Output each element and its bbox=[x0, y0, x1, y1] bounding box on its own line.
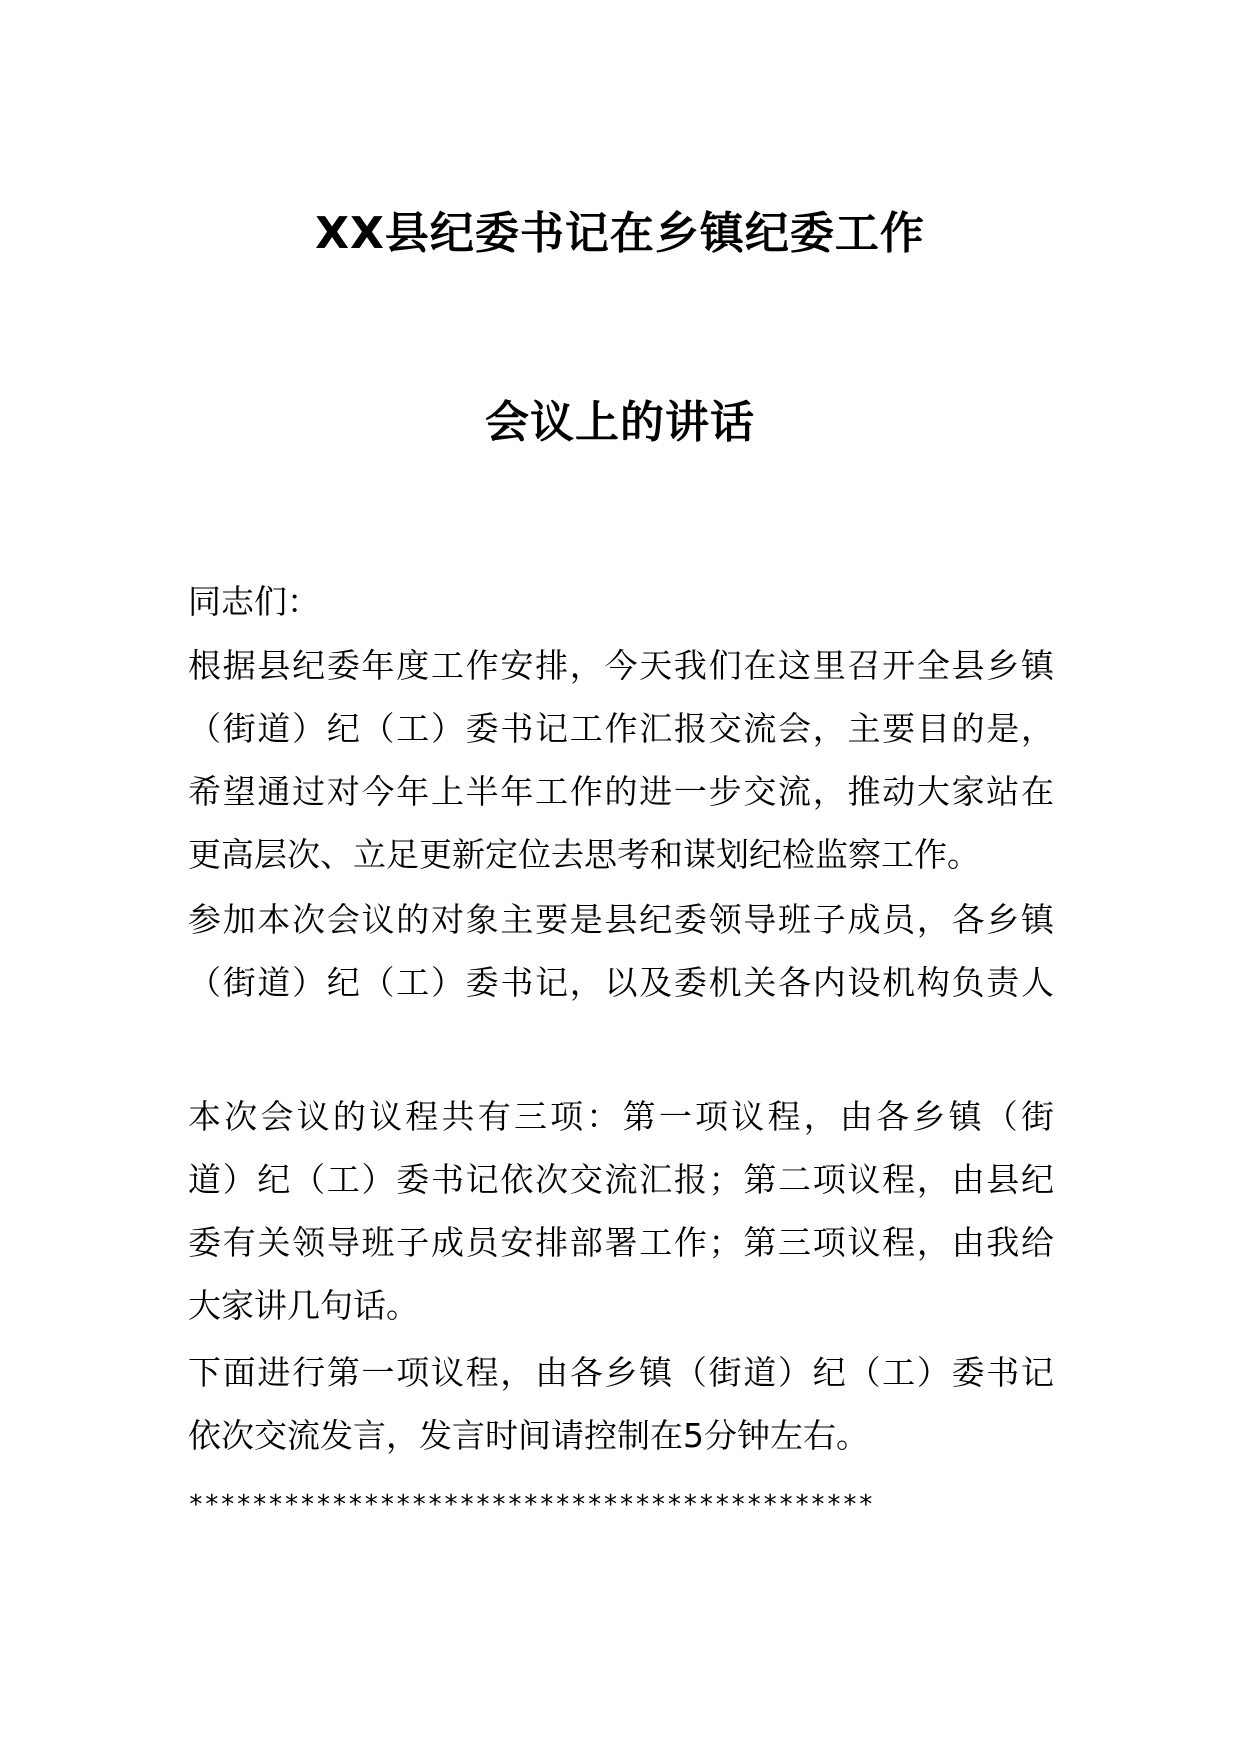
paragraph-4-line-2: 依次交流发言，发言时间请控制在5分钟左右。 bbox=[188, 1416, 869, 1455]
paragraph-3-line-3: 委有关领导班子成员安排部署工作；第三项议程，由我给 bbox=[188, 1223, 1054, 1262]
paragraph-3-line-4: 大家讲几句话。 bbox=[188, 1286, 419, 1325]
paragraph-4-line-1: 下面进行第一项议程，由各乡镇（街道）纪（工）委书记 bbox=[188, 1353, 1054, 1392]
paragraph-1-line-1: 根据县纪委年度工作安排，今天我们在这里召开全县乡镇 bbox=[188, 646, 1054, 685]
paragraph-2-line-1: 参加本次会议的对象主要是县纪委领导班子成员，各乡镇 bbox=[188, 900, 1054, 939]
paragraph-3-line-1: 本次会议的议程共有三项：第一项议程，由各乡镇（街 bbox=[188, 1097, 1054, 1136]
paragraph-1-line-4: 更高层次、立足更新定位去思考和谋划纪检监察工作。 bbox=[188, 835, 980, 874]
document-title-line-2: 会议上的讲话 bbox=[485, 397, 755, 448]
document-title-line-1: XX县纪委书记在乡镇纪委工作 bbox=[315, 208, 925, 259]
paragraph-1-line-2: （街道）纪（工）委书记工作汇报交流会，主要目的是， bbox=[188, 709, 1054, 748]
paragraph-3-line-2: 道）纪（工）委书记依次交流汇报；第二项议程，由县纪 bbox=[188, 1160, 1054, 1199]
salutation: 同志们： bbox=[188, 582, 320, 621]
paragraph-2-line-2: （街道）纪（工）委书记，以及委机关各内设机构负责人 bbox=[188, 963, 1054, 1002]
separator-line: ******************************************* bbox=[188, 1490, 874, 1520]
paragraph-1-line-3: 希望通过对今年上半年工作的进一步交流，推动大家站在 bbox=[188, 772, 1054, 811]
